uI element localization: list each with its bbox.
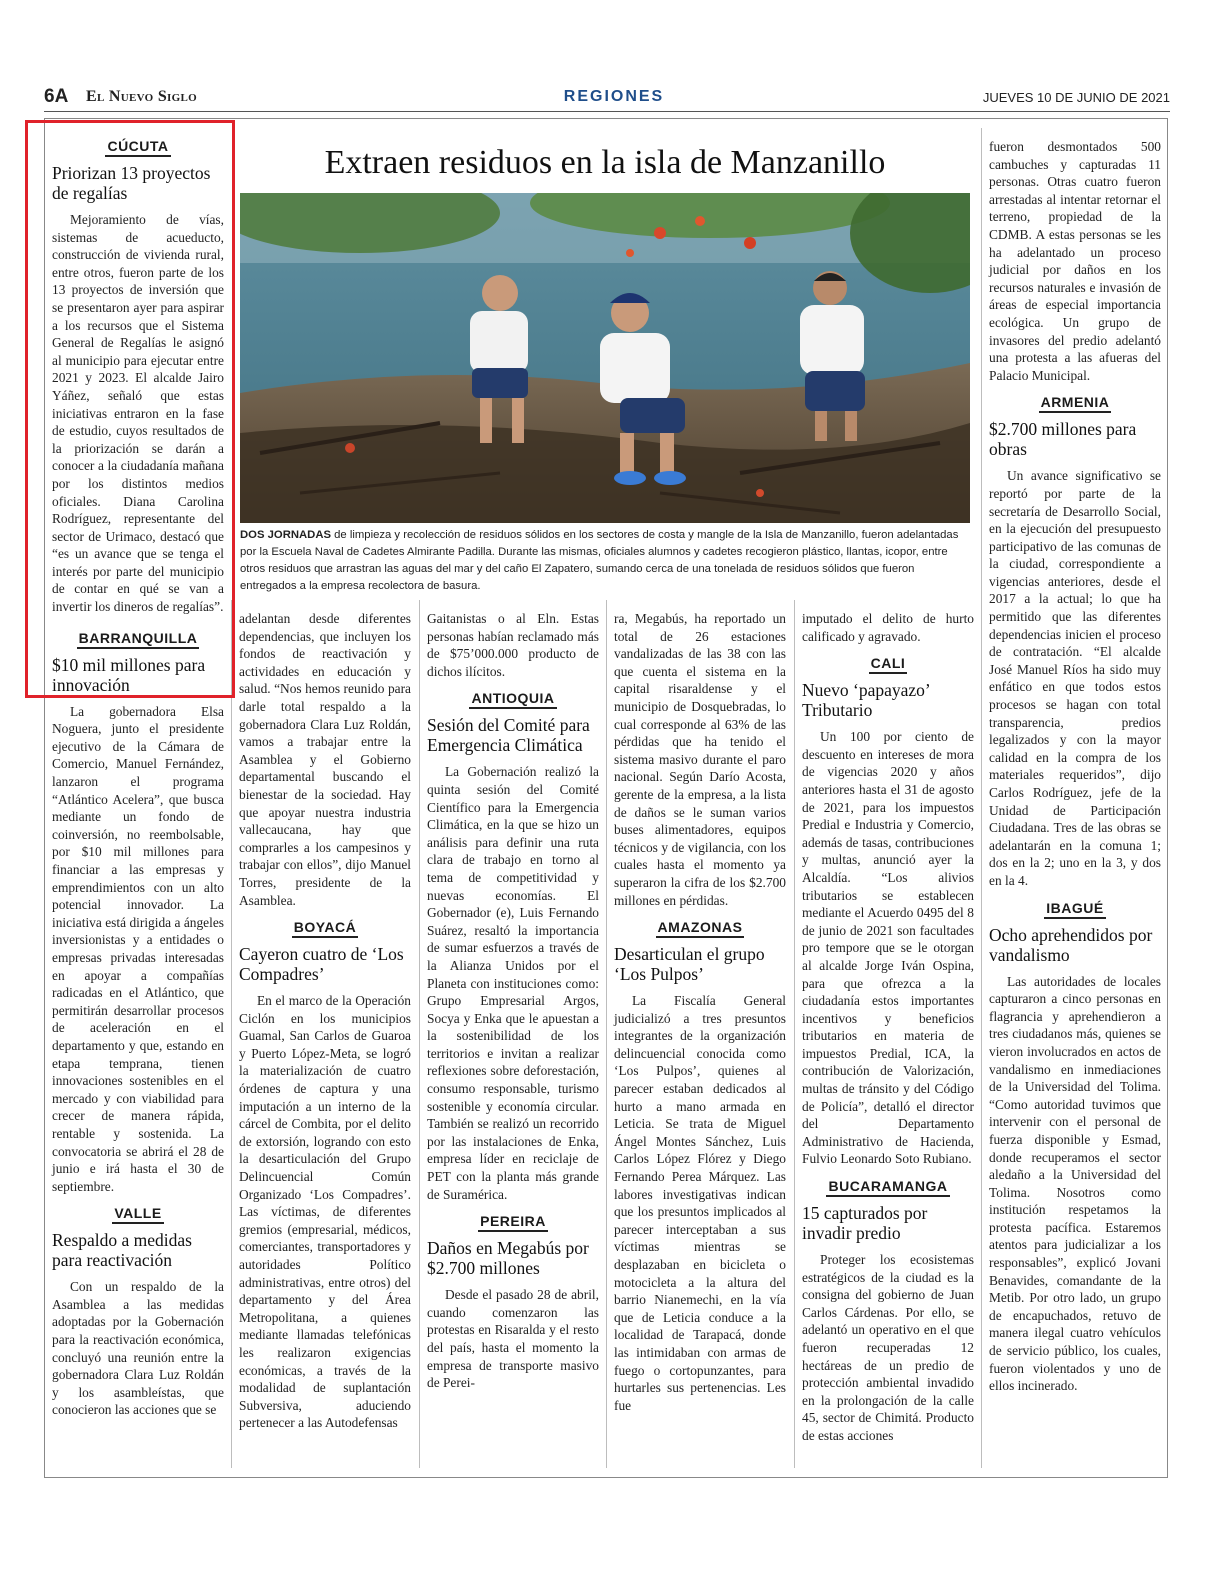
story-amazonas (614, 919, 786, 1414)
body-bucaramanga-continued: fueron desmontados 500 cambuches y capturadas 11 personas. Otras cuatro fueron arrestadas al intentar retornar el terreno, propiedad de la CDMB. A estas personas se les ha adelantado un proceso judicial por daños en los recursos naturales e invasión de áreas de especial importancia ecológica. Un grupo de invasores del predio adelantó una protesta a las afueras del Palacio Municipal. (989, 139, 1161, 383)
headline-boyaca: Cayeron cuatro de ‘Los Compadres’ (239, 944, 404, 985)
main-headline: Extraen residuos en la isla de Manzanillo (324, 144, 886, 181)
column-4 (614, 610, 786, 1424)
headline-amazonas: Desarticulan el grupo ‘Los Pulpos’ (614, 944, 765, 985)
story-ibague (989, 900, 1161, 1395)
headline-cali: Nuevo ‘papayazo’ Tributario (802, 680, 930, 721)
column-divider (794, 600, 795, 1468)
main-photo (240, 193, 970, 523)
publication-name: El Nuevo Siglo (86, 88, 197, 105)
highlight-box (25, 120, 235, 698)
column-2 (239, 610, 411, 1442)
story-boyaca (239, 919, 411, 1432)
headline-cucuta: Priorizan 13 proyectos de regalías (52, 163, 211, 203)
body-cucuta: Mejoramiento de vías, sistemas de acueducto, construcción de vivienda rural, entre otros, fueron parte de los 13 proyectos de inversión que se presentaron ayer para aspirar a los recursos que el Sistema General de Regalías le asignó al municipio para ejecutar entre 2021 y 2023. El alcalde Jairo Yáñez, señaló que estas iniciativas entraron en la fase de estudio, cuyos resultados de la priorización se darán a conocer a la ciudadanía mañana por los distintos medios oficiales. Diana Carolina Rodríguez, representante del sector de Urimaco, destacó que “es un avance que se tenga el interés por parte del municipio de contar en qué se van a invertir los dineros de regalías”. (52, 212, 224, 615)
kicker-ibague: IBAGUÉ (1044, 900, 1105, 919)
caption-lead: DOS JORNADAS (240, 529, 332, 541)
column-divider (419, 600, 420, 1468)
body-armenia: Un avance significativo se reportó por parte de la secretaría de Desarrollo Social, en la ejecución del presupuesto participativo de las comunas de la ciudad, correspondiente a vigencias anteriores, desde el 2017 a la actual; lo que ha permitido que las diferentes dependencias inicien el proceso de contratación. “El alcalde José Manuel Ríos ha sido muy enfático en que todos estos procesos se hagan con total transparencia, predios legalizados y con la mayor calidad en la compra de los materiales requeridos”, dijo Carlos Rodríguez, jefe de la Unidad de Participación Ciudadana. Tres de las obras se adelantarán en la comuna 1; dos en la 2; uno en la 3, y dos en la 4. (989, 468, 1161, 888)
column-divider (606, 600, 607, 1468)
cleanup-photo-illustration (240, 193, 970, 523)
column-divider (981, 128, 982, 1468)
body-antioquia: La Gobernación realizó la quinta sesión del Comité Científico para la Emergencia Climática, en la que se hizo un análisis para definir una ruta clara de trabajo en torno al tema de competitividad y nuevas economías. El Gobernador (e), Luis Fernando Suárez, resaltó la importancia de sumar esfuerzos a través de la Alianza Unidos por el Planeta con instituciones como: Grupo Empresarial Argos, Socya y Enka que le apuestan a la sostenibilidad de los territorios e invitan a realizar reflexiones sobre deforestación, consumo responsable, turismo sostenible y economía circular. También se realizó un recorrido por las instalaciones de Enka, empresa líder en reciclaje de PET con la planta más grande de Suramérica. (427, 764, 599, 1202)
photo-caption (240, 527, 970, 595)
body-boyaca-continued: Gaitanistas o al Eln. Estas personas habían reclamado más de $75’000.000 producto de dichos ilícitos. (427, 611, 599, 679)
headline-barranquilla: $10 mil millones para innovación (52, 654, 206, 695)
story-bucaramanga-continued (989, 138, 1161, 384)
column-3 (427, 610, 599, 1402)
section-title: REGIONES (563, 88, 665, 105)
story-barranquilla (52, 630, 224, 1196)
kicker-boyaca: BOYACÁ (292, 919, 358, 938)
body-pereira-continued: ra, Megabús, ha reportado un total de 26 estaciones vandalizadas de las 38 con las que cuenta el sistema en la capital risaraldense y el municipio de Dosquebradas, lo cual corresponde al 63% de las pérdidas que ha tenido el sistema masivo durante el paro nacional. Según Darío Acosta, gerente de la empresa, a la lista de daños se le suman varios buses alimentadores, equipos técnicos y de vigilancia, con los cuales hasta el momento ya superaron la cifra de los $2.700 millones en pérdidas. (614, 611, 786, 908)
page-number: 6A (44, 86, 69, 107)
story-bucaramanga (802, 1178, 974, 1445)
headline-ibague: Ocho aprehendidos por vandalismo (989, 924, 1153, 965)
headline-armenia: $2.700 millones para obras (989, 419, 1137, 460)
body-valle: Con un respaldo de la Asamblea a las medidas adoptadas por la Gobernación para la reactivación económica, concluyó una reunión entre la gobernadora Clara Luz Roldán y los asambleístas, que conocieron las acciones que se (52, 1279, 224, 1418)
body-pereira: Desde el pasado 28 de abril, cuando comenzaron las protestas en Risaralda y el resto del país, hasta el momento la empresa de transporte masivo de Perei- (427, 1287, 599, 1391)
headline-pereira: Daños en Megabús por $2.700 millones (427, 1238, 589, 1279)
kicker-bucaramanga: BUCARAMANGA (826, 1178, 949, 1197)
kicker-amazonas: AMAZONAS (656, 919, 745, 938)
headline-bucaramanga: 15 capturados por invadir predio (802, 1203, 928, 1244)
kicker-barranquilla: BARRANQUILLA (77, 630, 200, 649)
caption-text: de limpieza y recolección de residuos sólidos en los sectores de costa y mangle de la Isla de Manzanillo, fueron adelantadas por la Escuela Naval de Cadetes Almirante Padilla. Durante las mismas, oficiales alumnos y cadetes recogieron plástico, llantas, icopor, entre otros residuos que arrastran las aguas del mar y del caño El Zapatero, sumando cerca de una tonelada de residuos sólidos que fueron entregados a la empresa recolectora de basura. (240, 529, 959, 592)
story-amazonas-continued (802, 610, 974, 645)
story-antioquia (427, 690, 599, 1203)
headline-antioquia: Sesión del Comité para Emergencia Climática (427, 715, 590, 756)
issue-date: JUEVES 10 DE JUNIO DE 2021 (982, 90, 1170, 105)
column-divider (231, 600, 232, 1468)
body-barranquilla: La gobernadora Elsa Noguera, junto el presidente ejecutivo de la Cámara de Comercio, Manuel Fernández, lanzaron el programa “Atlántico Acelera”, que busca mediante un fondo de coinversión, no reembolsable, por $10 mil millones para financiar a las empresas y emprendimientos con un alto potencial innovador. La iniciativa está dirigida a ángeles inversionistas y a entidades o empresas privadas interesadas en apoyar a compañías radicadas en el Atlántico, que permitirán desarrollar procesos de aceleración en el departamento y que, estando en etapa temprana, tienen innovaciones sostenibles en el mercado y con viabilidad para crecer de manera rápida, rentable y sostenida. La convocatoria se abrirá el 28 de junio e irá hasta el 30 de septiembre. (52, 703, 224, 1194)
kicker-cali: CALI (869, 655, 908, 674)
kicker-armenia: ARMENIA (1039, 394, 1112, 413)
headline-valle: Respaldo a medidas para reactivación (52, 1230, 192, 1271)
kicker-cucuta: CÚCUTA (105, 138, 170, 157)
story-boyaca-continued (427, 610, 599, 680)
story-pereira (427, 1213, 599, 1392)
kicker-valle: VALLE (112, 1205, 163, 1224)
column-5 (802, 610, 974, 1455)
kicker-antioquia: ANTIOQUIA (469, 690, 556, 709)
body-bucaramanga: Proteger los ecosistemas estratégicos de la ciudad es la consigna del gobierno de Juan Carlos Cárdenas. Por ello, se adelantó un operativo en el que fueron recuperadas 12 hectáreas de un predio de protección ambiental invadido en la prolongación de la calle 45, sector de Chimitá. Producto de estas acciones (802, 1252, 974, 1443)
story-valle (52, 1205, 224, 1419)
story-armenia (989, 394, 1161, 889)
body-amazonas: La Fiscalía General judicializó a tres presuntos integrantes de la organización delincuencial conocida como ‘Los Pulpos’, quienes al parecer estaban dedicados al hurto a mano armada en Leticia. Se trata de Miguel Ángel Montes Sánchez, Luis Carlos López Flórez y Diego Fernando Perea Márquez. Las labores investigativas indican que los presuntos implicados al parecer interceptaban a sus víctimas mientras se desplazaban en bicicleta o motocicleta a la altura del barrio Nianemechi, en la vía que de Leticia conduce a la localidad de Tarapacá, donde las intimidaban con armas de fuego o cortopunzantes, para hurtarles sus pertenencias. Les fue (614, 993, 786, 1413)
column-6 (989, 138, 1161, 1405)
story-valle-continued (239, 610, 411, 909)
page-header (44, 86, 1170, 112)
kicker-pereira: PEREIRA (478, 1213, 548, 1232)
body-valle-continued: adelantan desde diferentes dependencias, que incluyen los fondos de reactivación y actividades en educación y salud. “Nos hemos reunido para darle total respaldo a la gobernadora Clara Luz Roldán, vamos a trabajar entre la Asamblea y el Gobierno departamental buscando el bienestar de la sociedad. Hay que apoyar nuestra industria vallecaucana, hay que comprarles a los campesinos y trabajar con ellos”, dijo Manuel Torres, presidente de la Asamblea. (239, 611, 411, 908)
body-cali: Un 100 por ciento de descuento en intereses de mora de vigencias 2020 y años anteriores hasta el 31 de agosto de 2021, para los impuestos Predial e Industria y Comercio, además de tasas, contribuciones y multas, anunció ayer la Alcaldía. “Los alivios tributarios se establecen mediante el Acuerdo 0495 del 8 de junio de 2021 son facultades pro tempore que se le otorgan al alcalde Jorge Iván Ospina, para que ofrezca a la ciudadanía estos importantes incentivos y beneficios tributarios en materia de impuestos Predial, ICA, la contribución de Valorización, multas de tránsito y del Código de Policía”, detalló el director del Departamento Administrativo de Hacienda, Fulvio Leonardo Soto Rubiano. (802, 729, 974, 1167)
story-pereira-continued (614, 610, 786, 909)
story-cali (802, 655, 974, 1168)
body-ibague: Las autoridades de locales capturaron a cinco personas en flagrancia y aprehendieron a tres ciudadanos más, quienes se vieron involucrados en actos de vandalismo en inmediaciones de la Universidad del Tolima. “Como autoridad tuvimos que intervenir con el personal de fuerza disponible y Esmad, donde recuperamos el sector aledaño a la Universidad del Tolima. Nosotros como institución respetamos la protesta pacífica. Estaremos atentos para judicializar a los responsables”, explicó Jovani Benavides, comandante de la Metib. Por otro lado, un grupo de encapuchados, retuvo de manera ilegal cuatro vehículos de servicio público, los cuales, fueron violentados y uno de ellos incinerado. (989, 973, 1161, 1394)
body-amazonas-continued: imputado el delito de hurto calificado y agravado. (802, 611, 974, 644)
body-boyaca: En el marco de la Operación Ciclón en los municipios Guamal, San Carlos de Guaroa y Puerto López-Meta, se logró la materialización de cuatro órdenes de captura y una imputación a un interno de la cárcel de Combita, por el delito de extorsión, logrando con esto la desarticulación del Grupo Delincuencial Común Organizado ‘Los Compadres’. Las víctimas, de diferentes gremios (empresarial, médicos, comerciantes, transportadores y autoridades Político administrativas, entre otros) del departamento y del Área Metropolitana, a quienes mediante llamadas telefónicas les realizaron exigencias económicas, a través de la modalidad de suplantación Subversiva, aduciendo pertenecer a las Autodefensas (239, 993, 411, 1431)
header-divider (44, 111, 1170, 112)
